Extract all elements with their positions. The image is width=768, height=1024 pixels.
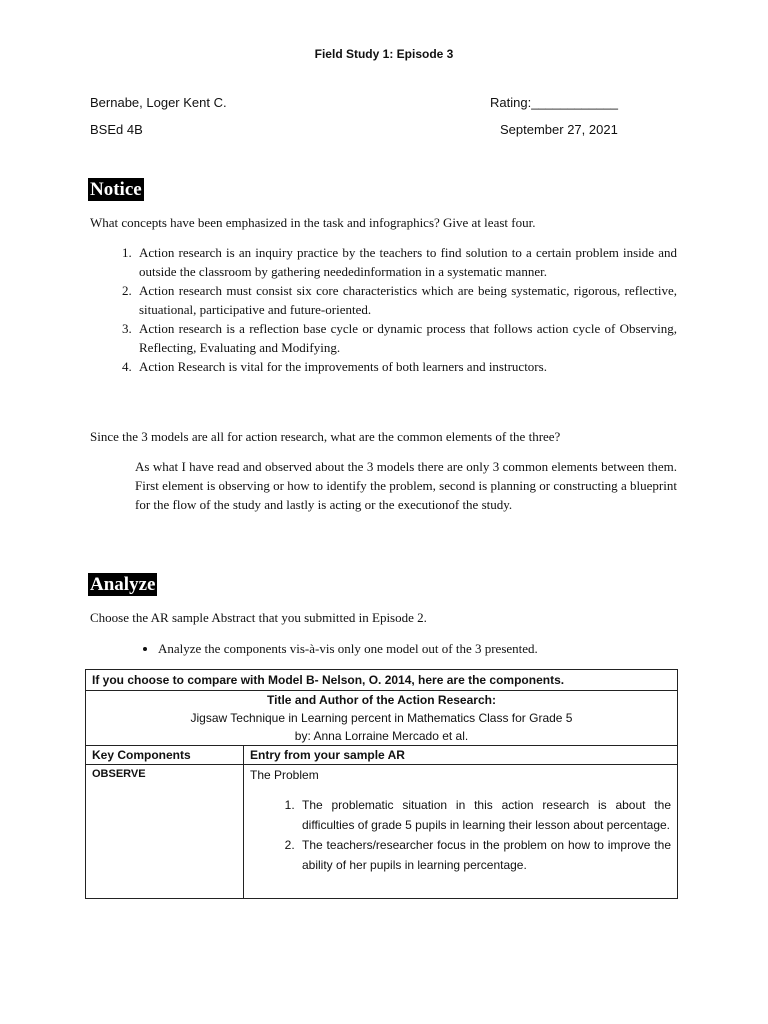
notice-question: What concepts have been emphasized in the task and infographics? Give at least four.	[90, 215, 536, 230]
analyze-bullet-list	[90, 639, 677, 658]
entry-title: The Problem	[250, 768, 319, 782]
column-header-key-components: Key Components	[86, 746, 244, 765]
document-date: September 27, 2021	[500, 122, 618, 137]
list-item: 4. Action Research is vital for the improvements of both learners and instructors.	[135, 357, 677, 376]
list-item: 3. Action research is a reflection base cycle or dynamic process that follows action cycle of Observing, Reflecting, Evaluating and Modifying.	[135, 319, 677, 357]
ar-title-label: Title and Author of the Action Research:	[267, 693, 496, 707]
student-name: Bernabe, Loger Kent C.	[90, 95, 227, 110]
document-title: Field Study 1: Episode 3	[314, 47, 454, 61]
common-elements-answer: As what I have read and observed about the 3 models there are only 3 common elements between them. First element is observing or how to identify the problem, second is planning or constructing a blueprint for the flow of the study and lastly is acting or the executionof the study.	[135, 459, 677, 512]
list-item: 1. The problematic situation in this action research is about the difficulties of grade 5 pupils in learning their lesson about percentage.	[298, 795, 671, 835]
notice-heading: Notice	[90, 179, 142, 200]
ar-title: Jigsaw Technique in Learning percent in Mathematics Class for Grade 5	[190, 711, 573, 725]
ar-author: by: Anna Lorraine Mercado et al.	[294, 729, 469, 743]
list-item: 2. Action research must consist six core characteristics which are being systematic, rigorous, reflective, situational, participative and future-oriented.	[135, 281, 677, 319]
notice-answer-list	[90, 243, 677, 376]
ar-title-cell	[86, 691, 678, 746]
component-entry	[244, 765, 678, 899]
table-row	[86, 765, 678, 899]
analyze-instruction: Choose the AR sample Abstract that you submitted in Episode 2.	[90, 610, 427, 625]
list-item: • Analyze the components vis-à-vis only one model out of the 3 presented.	[158, 639, 677, 658]
components-table	[85, 669, 678, 899]
rating-label: Rating:____________	[490, 95, 618, 110]
column-header-entry: Entry from your sample AR	[244, 746, 678, 765]
course-section: BSEd 4B	[90, 122, 143, 137]
common-elements-question: Since the 3 models are all for action research, what are the common elements of the three?	[90, 429, 561, 444]
list-item: 2. The teachers/researcher focus in the problem on how to improve the ability of her pupils in learning percentage.	[298, 835, 671, 875]
analyze-heading: Analyze	[90, 574, 156, 595]
model-compare-row: If you choose to compare with Model B- Nelson, O. 2014, here are the components.	[86, 670, 678, 691]
list-item: 1. Action research is an inquiry practice by the teachers to find solution to a certain problem inside and outside the classroom by gathering neededinformation in a systematic manner.	[135, 243, 677, 281]
component-name: OBSERVE	[86, 765, 244, 899]
